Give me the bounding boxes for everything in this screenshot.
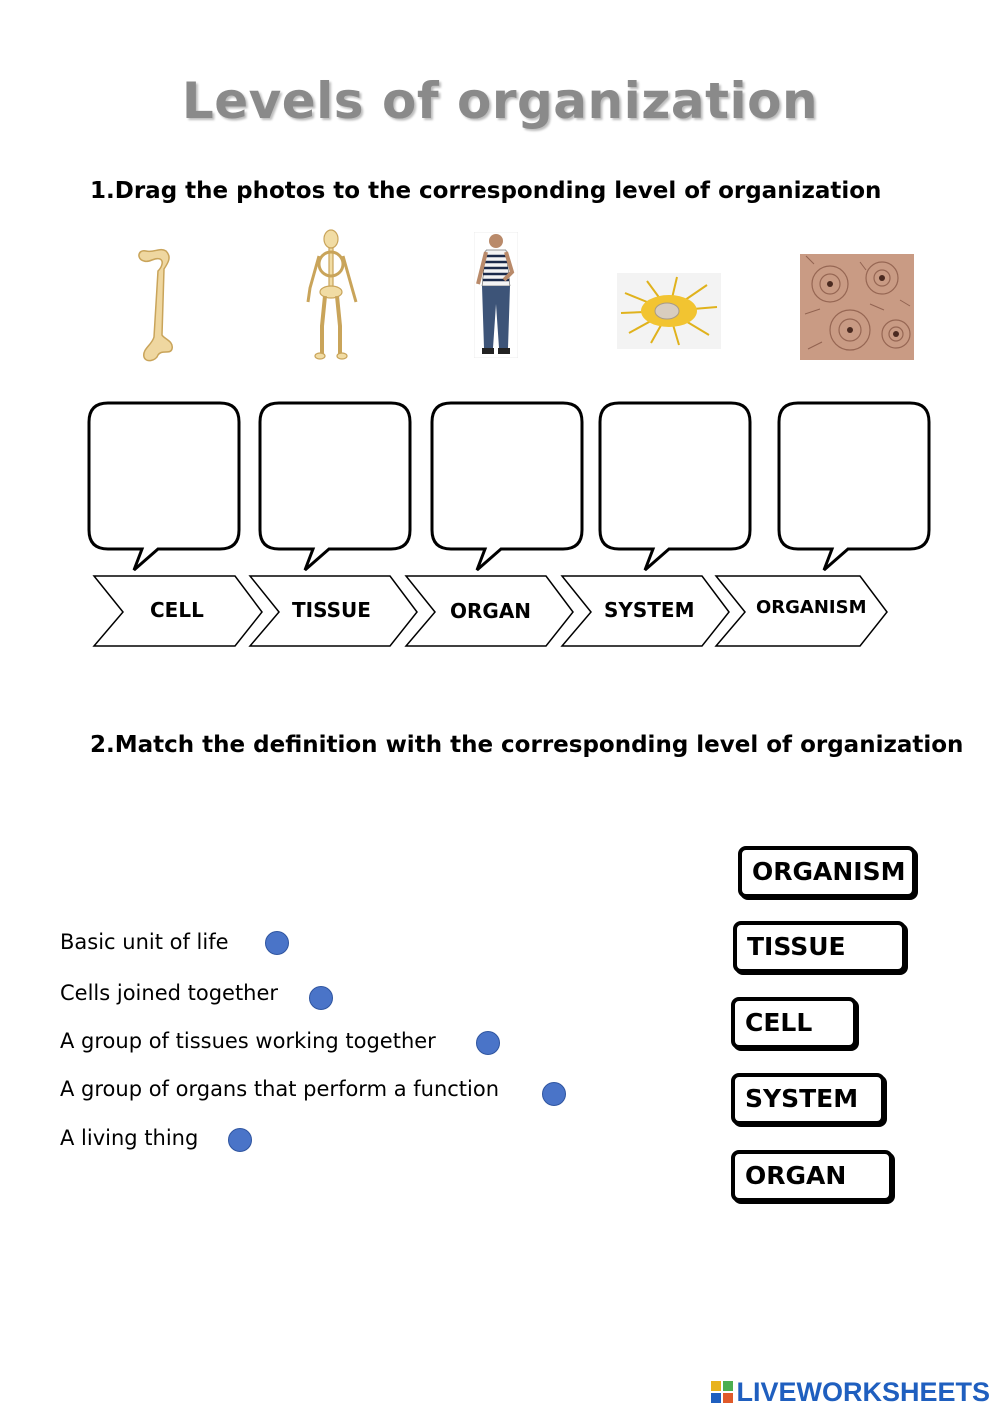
level-box-organ[interactable]: ORGAN <box>731 1150 893 1202</box>
arrow-label-cell: CELL <box>150 598 204 622</box>
bone-photo[interactable] <box>132 245 180 365</box>
level-box-tissue[interactable]: TISSUE <box>733 921 906 973</box>
liveworksheets-logo <box>711 1377 990 1408</box>
brand-text: LIVEWORKSHEETS <box>736 1377 990 1407</box>
level-box-system[interactable]: SYSTEM <box>731 1073 885 1125</box>
level-box-cell[interactable]: CELL <box>731 997 857 1049</box>
match-dot[interactable] <box>228 1128 252 1152</box>
definition-item: A group of tissues working together <box>60 1029 436 1053</box>
tissue-photo[interactable] <box>800 254 914 360</box>
match-dot[interactable] <box>542 1082 566 1106</box>
page-title: Levels of organization <box>181 72 819 130</box>
skeleton-photo[interactable] <box>300 228 362 360</box>
liveworksheets-mark-icon <box>711 1381 733 1403</box>
arrow-label-system: SYSTEM <box>604 598 695 622</box>
arrow-label-tissue: TISSUE <box>292 598 371 622</box>
drop-box-organ[interactable] <box>429 400 585 575</box>
match-dot[interactable] <box>265 931 289 955</box>
drop-box-organism[interactable] <box>776 400 932 575</box>
man-photo[interactable] <box>474 232 518 358</box>
definition-item: A living thing <box>60 1126 199 1150</box>
match-dot[interactable] <box>476 1031 500 1055</box>
drop-box-cell[interactable] <box>86 400 242 575</box>
instruction-match: 2.Match the definition with the corresponding level of organization <box>90 732 964 758</box>
instruction-drag: 1.Drag the photos to the corresponding level of organization <box>90 178 882 204</box>
drop-box-tissue[interactable] <box>257 400 413 575</box>
drop-box-system[interactable] <box>597 400 753 575</box>
arrow-label-organism: ORGANISM <box>756 597 867 618</box>
definition-item: Cells joined together <box>60 981 279 1005</box>
match-dot[interactable] <box>309 986 333 1010</box>
arrow-label-organ: ORGAN <box>450 599 532 623</box>
cell-photo[interactable] <box>617 273 721 349</box>
level-box-organism[interactable]: ORGANISM <box>738 846 916 898</box>
definition-item: Basic unit of life <box>60 930 229 954</box>
definition-item: A group of organs that perform a function <box>60 1077 500 1101</box>
